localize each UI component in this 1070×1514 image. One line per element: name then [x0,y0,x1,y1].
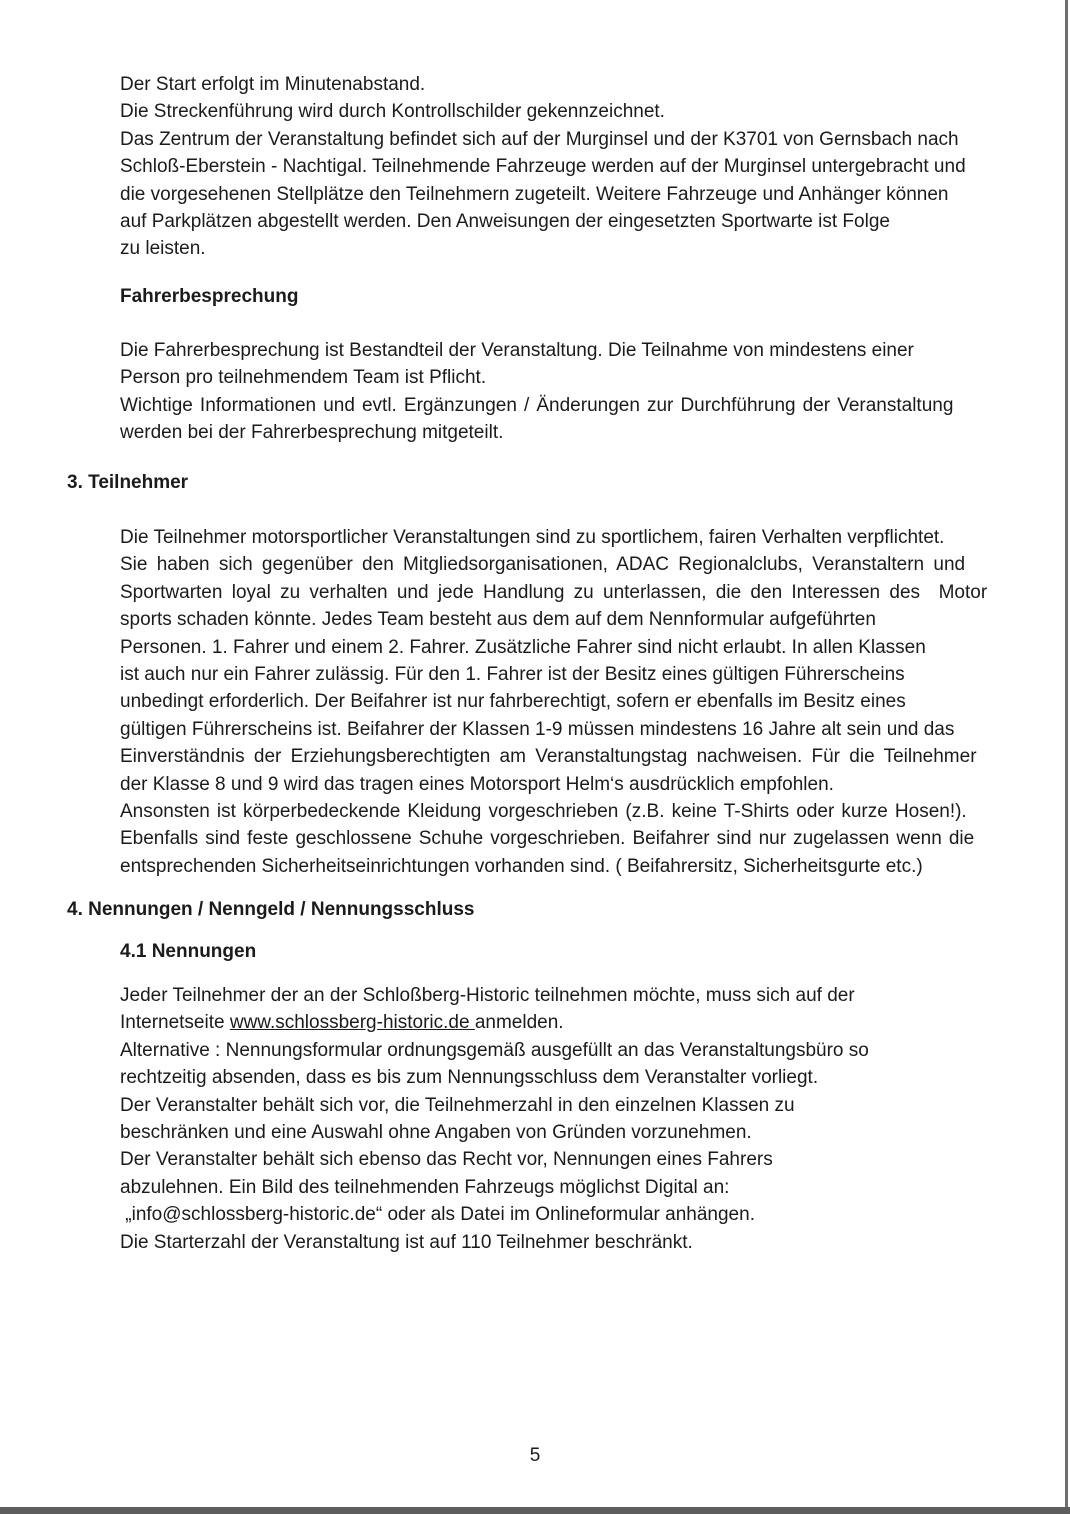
text-line: Jeder Teilnehmer der an der Schloßberg-Historic teilnehmen möchte, muss sich auf der [120,985,855,1006]
text-line: Ebenfalls sind feste geschlossene Schuhe vorgeschrieben. Beifahrer sind nur zugelassen wenn die [120,828,975,850]
text-segment: anmelden. [474,1012,564,1034]
text-line: entsprechenden Sicherheitseinrichtungen vorhanden sind. ( Beifahrersitz, Sicherheitsgurte etc.) [120,855,923,877]
text-line: unbedingt erforderlich. Der Beifahrer ist nur fahrberechtigt, sofern er ebenfalls im Besitz eines [120,691,906,713]
text-line: Personen. 1. Fahrer und einem 2. Fahrer. Zusätzliche Fahrer sind nicht erlaubt. In allen Klassen [120,636,926,658]
heading-nennungen: 4. Nennungen / Nenngeld / Nennungsschluss [67,899,475,920]
text-line: Person pro teilnehmendem Team ist Pflicht. [120,367,487,389]
text-line: Das Zentrum der Veranstaltung befindet sich auf der Murginsel und der K3701 von Gernsbach nach [120,128,959,150]
text-line: Die Streckenführung wird durch Kontrollschilder gekennzeichnet. [120,101,665,123]
text-line: Schloß-Eberstein - Nachtigal. Teilnehmende Fahrzeuge werden auf der Murginsel untergebracht und [120,156,966,178]
text-line: beschränken und eine Auswahl ohne Angaben von Gründen vorzunehmen. [120,1122,752,1144]
text-line: werden bei der Fahrerbesprechung mitgeteilt. [120,422,504,444]
text-line: zu leisten. [120,238,206,260]
text-line: abzulehnen. Ein Bild des teilnehmenden Fahrzeugs möglichst Digital an: [120,1176,730,1198]
text-line: sports schaden könnte. Jedes Team besteht aus dem auf dem Nennformular aufgeführten [120,609,876,631]
page-number: 5 [529,1445,541,1466]
text-line: Ansonsten ist körperbedeckende Kleidung vorgeschrieben (z.B. keine T-Shirts oder kurze Hosen!). [120,801,967,823]
text-line: ist auch nur ein Fahrer zulässig. Für den 1. Fahrer ist der Besitz eines gültigen Führerscheins [120,664,905,686]
text-line: Die Teilnehmer motorsportlicher Veranstaltungen sind zu sportlichem, fairen Verhalten verpflichtet. [120,527,945,548]
scan-edge-right [1065,0,1068,1514]
text-line: Die Fahrerbesprechung ist Bestandteil der Veranstaltung. Die Teilnahme von mindestens einer [120,340,914,361]
heading-teilnehmer: 3. Teilnehmer [67,472,189,493]
text-line: auf Parkplätzen abgestellt werden. Den Anweisungen der eingesetzten Sportwarte ist Folge [120,211,890,233]
text-line: Die Starterzahl der Veranstaltung ist auf 110 Teilnehmer beschränkt. [120,1231,693,1253]
text-line: rechtzeitig absenden, dass es bis zum Nennungsschluss dem Veranstalter vorliegt. [120,1067,819,1089]
text-line [120,1009,869,1036]
text-line: Einverständnis der Erziehungsberechtigten am Veranstaltungstag nachweisen. Für die Teilnehmer [120,746,977,768]
text-line: Sportwarten loyal zu verhalten und jede Handlung zu unterlassen, die den Interessen des Motor [120,581,988,603]
paragraph-fahrerbesprechung [120,337,953,447]
text-line: der Klasse 8 und 9 wird das tragen eines Motorsport Helm‘s ausdrücklich empfohlen. [120,773,834,795]
text-line: Sie haben sich gegenüber den Mitgliedsorganisationen, ADAC Regionalclubs, Veranstaltern und [120,554,966,576]
text-line: Alternative : Nennungsformular ordnungsgemäß ausgefüllt an das Veranstaltungsbüro so [120,1039,869,1061]
paragraph-nennungen [120,982,869,1256]
heading-fahrerbesprechung: Fahrerbesprechung [120,286,299,307]
text-line: Wichtige Informationen und evtl. Ergänzungen / Änderungen zur Durchführung der Veranstaltung [120,394,954,416]
paragraph-intro [120,71,966,263]
paragraph-teilnehmer [120,524,987,880]
heading-nennungen-sub: 4.1 Nennungen [120,941,257,962]
text-line: „info@schlossberg-historic.de“ oder als Datei im Onlineformular anhängen. [120,1204,755,1226]
text-segment: Internetseite [120,1012,230,1034]
text-line: Der Start erfolgt im Minutenabstand. [120,74,426,95]
website-link[interactable]: www.schlossberg-historic.de [229,1012,475,1034]
text-line: gültigen Führerscheins ist. Beifahrer der Klassen 1-9 müssen mindestens 16 Jahre alt sein und das [120,718,955,740]
text-line: die vorgesehenen Stellplätze den Teilnehmern zugeteilt. Weitere Fahrzeuge und Anhänger können [120,183,949,205]
scan-edge-bottom [0,1507,1070,1514]
text-line: Der Veranstalter behält sich ebenso das Recht vor, Nennungen eines Fahrers [120,1149,773,1171]
text-line: Der Veranstalter behält sich vor, die Teilnehmerzahl in den einzelnen Klassen zu [120,1094,795,1116]
